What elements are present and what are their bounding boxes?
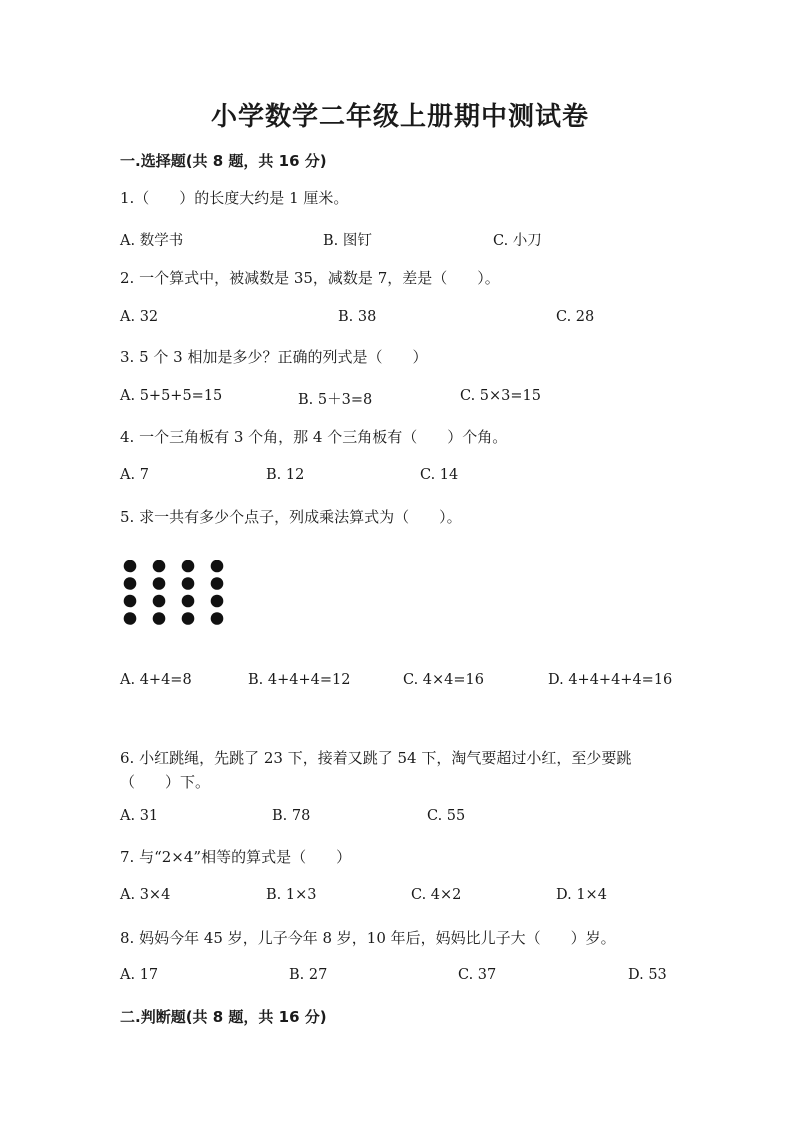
q8-option-a[interactable]: A. 17 xyxy=(120,967,159,983)
question-5: 5. 求一共有多少个点子，列成乘法算式为（ ）。 xyxy=(120,508,462,526)
q1-option-c[interactable]: C. 小刀 xyxy=(493,233,542,249)
q8-option-c[interactable]: C. 37 xyxy=(458,967,497,983)
q2-option-b[interactable]: B. 38 xyxy=(338,309,377,325)
q2-option-c[interactable]: C. 28 xyxy=(556,309,595,325)
dot xyxy=(153,560,166,572)
dot-grid-figure xyxy=(122,560,232,630)
dot xyxy=(211,612,224,625)
dot xyxy=(124,577,137,590)
question-4: 4. 一个三角板有 3 个角，那 4 个三角板有（ ）个角。 xyxy=(120,428,508,446)
question-2: 2. 一个算式中，被减数是 35，减数是 7，差是（ ）。 xyxy=(120,269,500,287)
dot xyxy=(211,577,224,590)
q6-option-b[interactable]: B. 78 xyxy=(272,808,311,824)
q3-option-a[interactable]: A. 5+5+5=15 xyxy=(120,388,223,404)
q5-option-a[interactable]: A. 4+4=8 xyxy=(120,672,192,688)
dot xyxy=(182,595,195,608)
q7-option-a[interactable]: A. 3×4 xyxy=(120,887,171,903)
q7-option-d[interactable]: D. 1×4 xyxy=(556,887,607,903)
q5-option-c[interactable]: C. 4×4=16 xyxy=(403,672,484,688)
q5-option-b[interactable]: B. 4+4+4=12 xyxy=(248,672,351,688)
dot xyxy=(124,612,137,625)
question-6: 6. 小红跳绳，先跳了 23 下，接着又跳了 54 下，淘气要超过小红，至少要跳（ ）下。 xyxy=(120,749,632,791)
q6-option-c[interactable]: C. 55 xyxy=(427,808,466,824)
q5-option-d[interactable]: D. 4+4+4+4=16 xyxy=(548,672,673,688)
question-7: 7. 与“2×4”相等的算式是（ ） xyxy=(120,848,352,866)
q1-option-b[interactable]: B. 图钉 xyxy=(323,233,372,249)
q1-option-a[interactable]: A. 数学书 xyxy=(120,233,184,249)
q3-option-c[interactable]: C. 5×3=15 xyxy=(460,388,541,404)
question-1: 1.（ ）的长度大约是 1 厘米。 xyxy=(120,189,349,207)
q4-option-b[interactable]: B. 12 xyxy=(266,467,305,483)
dot xyxy=(211,595,224,608)
dot xyxy=(153,595,166,608)
dot xyxy=(182,560,195,572)
q8-option-b[interactable]: B. 27 xyxy=(289,967,328,983)
dot xyxy=(124,560,137,572)
dot xyxy=(153,577,166,590)
dot xyxy=(182,612,195,625)
question-8: 8. 妈妈今年 45 岁，儿子今年 8 岁，10 年后，妈妈比儿子大（ ）岁。 xyxy=(120,929,616,947)
section-heading-choice: 一.选择题(共 8 题，共 16 分) xyxy=(120,152,327,170)
dot xyxy=(182,577,195,590)
q4-option-a[interactable]: A. 7 xyxy=(120,467,149,483)
q6-option-a[interactable]: A. 31 xyxy=(120,808,159,824)
q4-option-c[interactable]: C. 14 xyxy=(420,467,459,483)
q7-option-b[interactable]: B. 1×3 xyxy=(266,887,317,903)
dot xyxy=(124,595,137,608)
section-heading-judgment: 二.判断题(共 8 题，共 16 分) xyxy=(120,1008,327,1026)
page-title: 小学数学二年级上册期中测试卷 xyxy=(210,102,589,132)
dot xyxy=(153,612,166,625)
q3-option-b[interactable]: B. 5＋3=8 xyxy=(298,392,373,408)
q8-option-d[interactable]: D. 53 xyxy=(628,967,667,983)
q7-option-c[interactable]: C. 4×2 xyxy=(411,887,462,903)
dot xyxy=(211,560,224,572)
question-3: 3. 5 个 3 相加是多少？正确的列式是（ ） xyxy=(120,348,428,366)
q2-option-a[interactable]: A. 32 xyxy=(120,309,159,325)
